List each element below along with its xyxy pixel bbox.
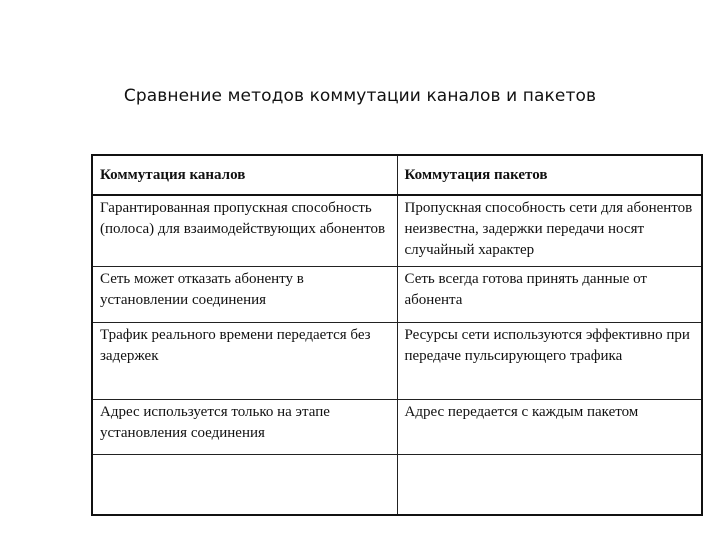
slide-title: Сравнение методов коммутации каналов и пакетов (123, 86, 597, 106)
table-cell: Сеть всегда готова принять данные от абонента (397, 266, 702, 322)
table-cell (92, 455, 397, 515)
header-packet-switching: Коммутация пакетов (397, 155, 702, 195)
table-row (92, 399, 702, 455)
table-cell: Трафик реального времени передается без задержек (92, 322, 397, 399)
table-cell: Сеть может отказать абоненту в установлении соединения (92, 266, 397, 322)
table-row (92, 266, 702, 322)
table-row-empty (92, 455, 702, 515)
table-header-row (92, 155, 702, 195)
table-cell: Гарантированная пропускная способность (полоса) для взаимодействующих абонентов (92, 195, 397, 266)
table-cell: Адрес используется только на этапе установления соединения (92, 399, 397, 455)
table-cell: Ресурсы сети используются эффективно при передаче пульсирующего трафика (397, 322, 702, 399)
table-row (92, 322, 702, 399)
table-cell: Адрес передается с каждым пакетом (397, 399, 702, 455)
table-cell: Пропускная способность сети для абонентов неизвестна, задержки передачи носят случайный характер (397, 195, 702, 266)
comparison-table (91, 154, 703, 516)
table-cell (397, 455, 702, 515)
header-circuit-switching: Коммутация каналов (92, 155, 397, 195)
table-row (92, 195, 702, 266)
